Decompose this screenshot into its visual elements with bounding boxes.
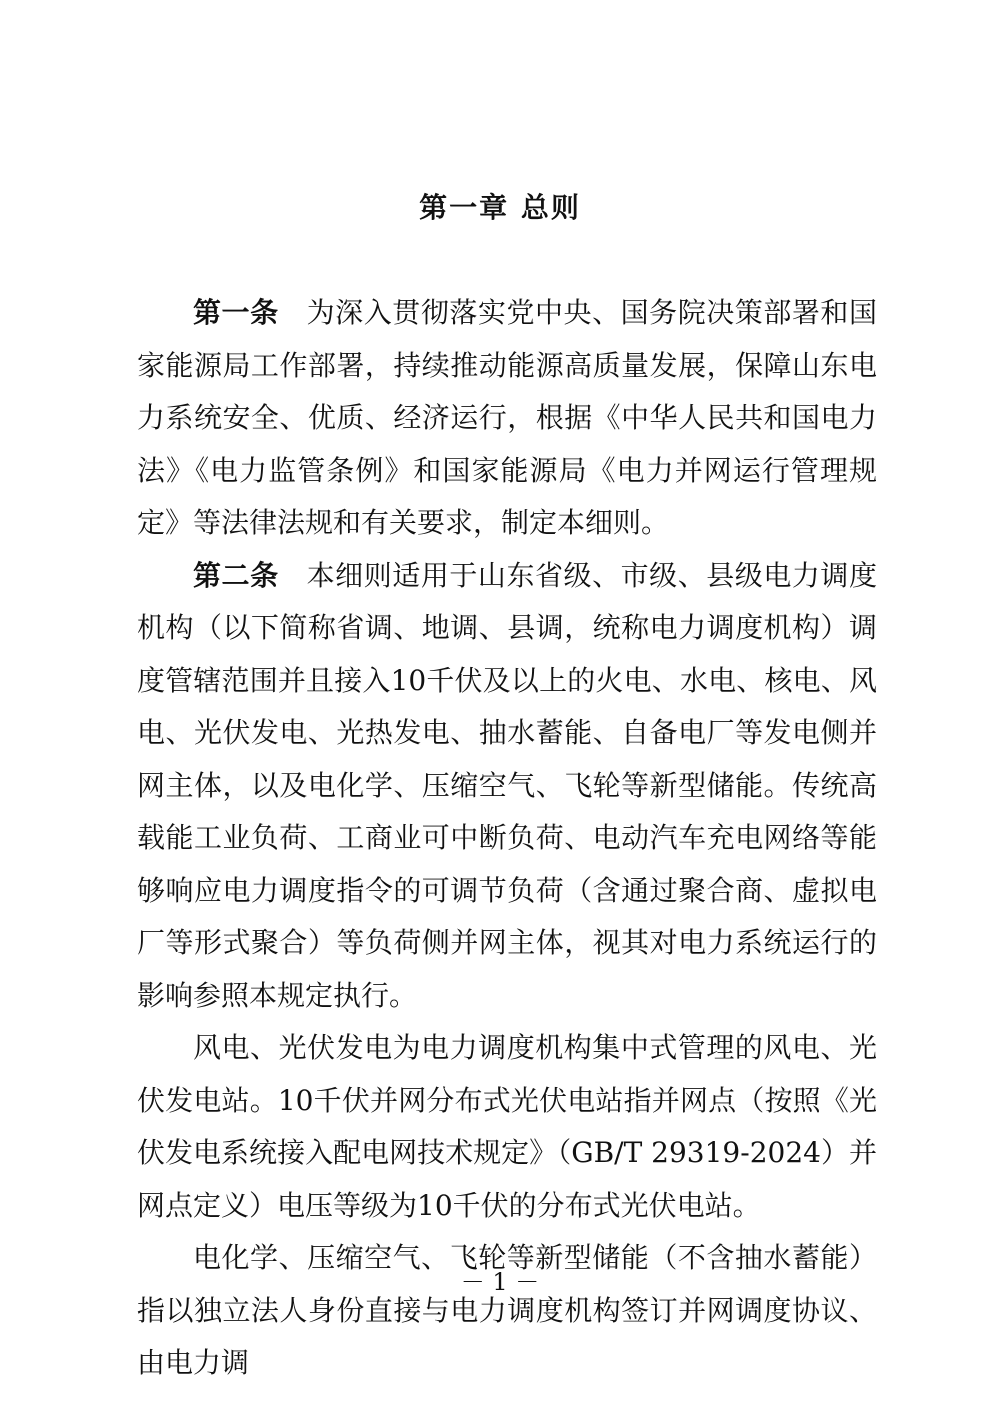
article-1-text: 为深入贯彻落实党中央、国务院决策部署和国家能源局工作部署，持续推动能源高质量发展，保障山东电力系统安全、优质、经济运行，根据《中华人民共和国电力法》《电力监管条例》和国家能源局《电力并网运行管理规定》等法律法规和有关要求，制定本细则。 [137,296,877,539]
article-1-paragraph [137,287,877,550]
article-2-paragraph [137,550,877,1023]
page-number: － 1 － [460,1268,540,1296]
wind-solar-definition-paragraph: 风电、光伏发电为电力调度机构集中式管理的风电、光伏发电站。10千伏并网分布式光伏电站指并网点（按照《光伏发电系统接入配电网技术规定》（GB/T 29319-2024）并网点定义）电压等级为10千伏的分布式光伏电站。 [137,1031,877,1222]
document-body [137,287,877,1390]
article-2-label: 第二条 [193,558,279,592]
article-1-label: 第一条 [193,296,279,329]
storage-definition-paragraph: 电化学、压缩空气、飞轮等新型储能（不含抽水蓄能）指以独立法人身份直接与电力调度机构签订并网调度协议、由电力调 [137,1241,877,1379]
article-2-text: 本细则适用于山东省级、市级、县级电力调度机构（以下简称省调、地调、县调，统称电力调度机构）调度管辖范围并且接入10千伏及以上的火电、水电、核电、风电、光伏发电、光热发电、抽水蓄能、自备电厂等发电侧并网主体，以及电化学、压缩空气、飞轮等新型储能。传统高载能工业负荷、工商业可中断负荷、电动汽车充电网络等能够响应电力调度指令的可调节负荷（含通过聚合商、虚拟电厂等形式聚合）等负荷侧并网主体，视其对电力系统运行的影响参照本规定执行。 [137,558,877,1012]
chapter-title: 第一章 总则 [419,191,581,224]
